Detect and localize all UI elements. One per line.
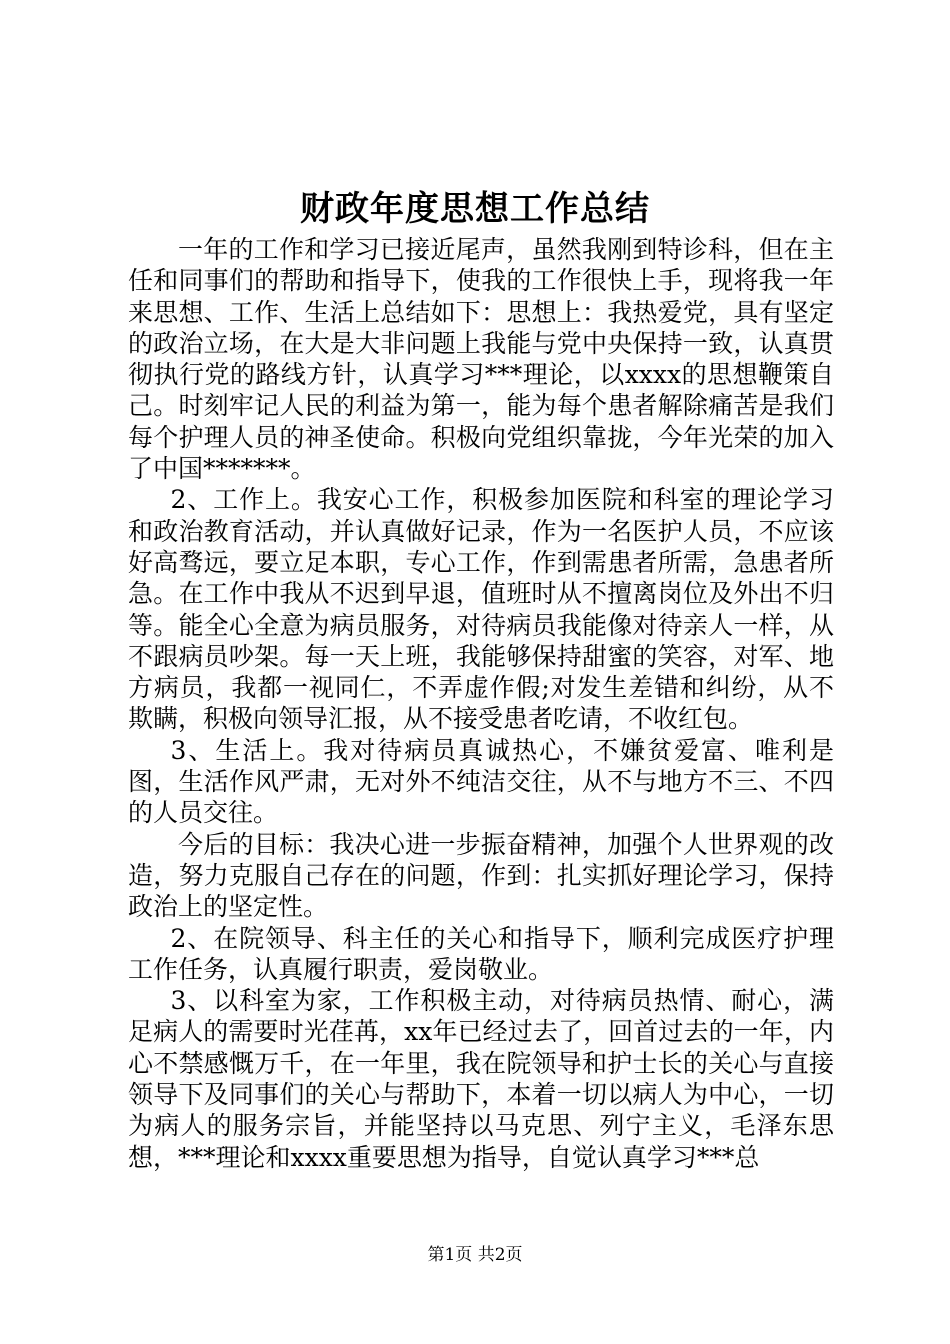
paragraph-life: 3、生活上。我对待病员真诚热心，不嫌贫爱富、唯利是图，生活作风严肃，无对外不纯洁交往，从不与地方不三、不四的人员交往。 [128, 735, 834, 828]
paragraph-intro: 一年的工作和学习已接近尾声，虽然我刚到特诊科，但在主任和同事们的帮助和指导下，使我的工作很快上手，现将我一年来思想、工作、生活上总结如下：思想上：我热爱党，具有坚定的政治立场，在大是大非问题上我能与党中央保持一致，认真贯彻执行党的路线方针，认真学习***理论，以xxxx的思想鞭策自己。时刻牢记人民的利益为第一，能为每个患者解除痛苦是我们每个护理人员的神圣使命。积极向党组织靠拢，今年光荣的加入了中国*******。 [128, 235, 834, 484]
paragraph-goal-2: 2、在院领导、科主任的关心和指导下，顺利完成医疗护理工作任务，认真履行职责，爱岗敬业。 [128, 923, 834, 984]
document-title: 财政年度思想工作总结 [300, 189, 650, 229]
document-body [128, 234, 834, 1173]
paragraph-work: 2、工作上。我安心工作，积极参加医院和科室的理论学习和政治教育活动，并认真做好记录，作为一名医护人员，不应该好高骛远，要立足本职，专心工作，作到需患者所需，急患者所急。在工作中我从不迟到早退，值班时从不擅离岗位及外出不归等。能全心全意为病员服务，对待病员我能像对待亲人一样，从不跟病员吵架。每一天上班，我能够保持甜蜜的笑容，对军、地方病员，我都一视同仁，不弄虚作假;对发生差错和纠纷，从不欺瞒，积极向领导汇报，从不接受患者吃请，不收红包。 [128, 485, 834, 734]
page-footer: 第1页 共2页 [427, 1245, 523, 1265]
paragraph-goal-3: 3、以科室为家，工作积极主动，对待病员热情、耐心，满足病人的需要时光荏苒，xx年已经过去了，回首过去的一年，内心不禁感慨万千，在一年里，我在院领导和护士长的关心与直接领导下及同事们的关心与帮助下，本着一切以病人为中心，一切为病人的服务宗旨，并能坚持以马克思、列宁主义，毛泽东思想，***理论和xxxx重要思想为指导，自觉认真学习***总 [128, 986, 834, 1172]
paragraph-goals: 今后的目标：我决心进一步振奋精神，加强个人世界观的改造，努力克服自己存在的问题，作到：扎实抓好理论学习，保持政治上的坚定性。 [128, 829, 834, 922]
